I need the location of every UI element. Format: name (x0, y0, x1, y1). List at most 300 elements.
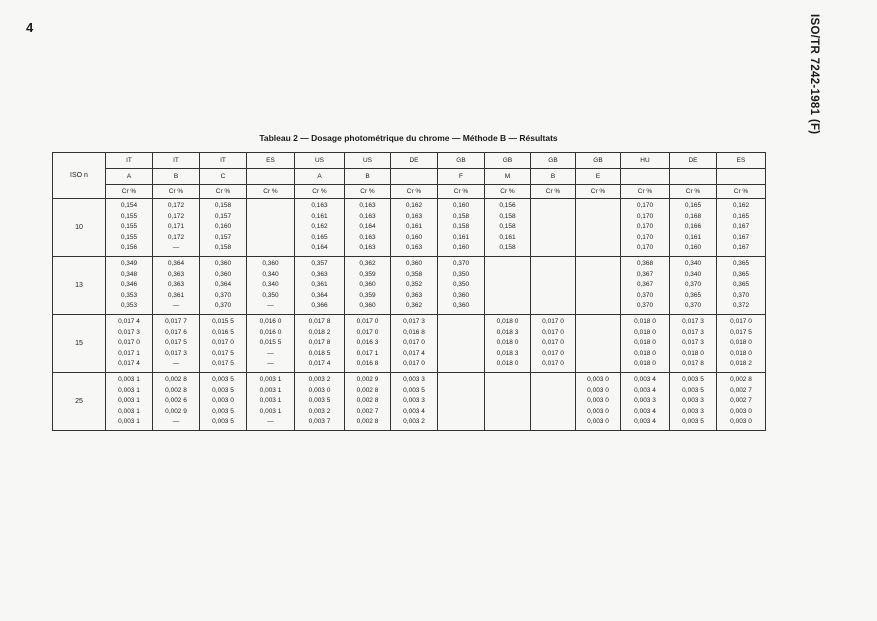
result-cell (438, 256, 485, 314)
result-value: 0,162 (405, 202, 423, 209)
result-value: 0,003 0 (587, 397, 609, 405)
column-lab-header (670, 169, 717, 185)
result-cell (247, 256, 295, 314)
result-value: — (172, 302, 180, 310)
result-value: 0,165 (311, 233, 328, 241)
result-value: 0,370 (214, 291, 232, 299)
result-value: 0,002 8 (165, 375, 187, 383)
result-value: 0,018 3 (496, 328, 519, 336)
result-value: 0,168 (684, 212, 702, 220)
result-cell (106, 199, 153, 257)
result-value: 0,360 (262, 259, 279, 267)
result-value: 0,360 (359, 302, 376, 310)
column-lab-header (621, 169, 670, 185)
result-cell (295, 314, 345, 372)
result-cell (670, 256, 717, 314)
iso-group-row (53, 256, 766, 314)
result-value: 0,018 0 (730, 339, 752, 347)
result-value: 0,003 3 (634, 397, 656, 405)
result-value: 0,018 2 (308, 328, 331, 336)
result-value: 0,360 (452, 291, 470, 299)
result-value: 0,016 0 (259, 317, 282, 325)
result-value: 0,017 5 (165, 339, 187, 347)
result-value: 0,003 1 (118, 418, 140, 426)
column-country-header: IT (153, 153, 200, 169)
result-value: 0,017 0 (403, 339, 425, 347)
result-value: 0,163 (359, 244, 376, 252)
result-value: 0,017 8 (308, 317, 331, 325)
column-lab-header (247, 169, 295, 185)
result-value: 0,155 (120, 233, 138, 241)
result-value: 0,003 1 (259, 407, 282, 415)
result-value: 0,170 (636, 212, 654, 220)
result-value: 0,015 5 (259, 339, 282, 347)
result-value: 0,003 1 (118, 407, 140, 415)
result-value: 0,018 0 (634, 360, 656, 368)
result-cell (345, 256, 391, 314)
column-country-header: DE (391, 153, 438, 169)
result-cell (200, 372, 247, 430)
column-lab-header: B (531, 169, 576, 185)
result-value: 0,361 (167, 291, 185, 299)
result-value: 0,016 8 (403, 328, 425, 336)
result-value: — (172, 418, 180, 426)
result-value: 0,163 (359, 212, 376, 220)
result-value: 0,364 (311, 291, 328, 299)
result-value: 0,163 (405, 244, 423, 252)
result-value: 0,161 (405, 223, 423, 231)
result-value: 0,003 4 (634, 375, 656, 383)
result-value: — (267, 360, 274, 368)
result-cell (717, 199, 766, 257)
result-value: 0,002 8 (356, 397, 379, 405)
result-value: 0,360 (214, 270, 232, 278)
result-value: 0,358 (405, 270, 423, 278)
result-value: 0,361 (311, 281, 328, 289)
result-value: 0,003 2 (308, 407, 331, 415)
result-value: 0,163 (405, 212, 423, 220)
result-cell (106, 256, 153, 314)
result-value: 0,370 (684, 281, 702, 289)
result-value: 0,017 1 (118, 349, 140, 357)
result-value: 0,002 8 (356, 418, 379, 426)
result-value: 0,164 (359, 223, 376, 231)
result-value: 0,370 (732, 291, 750, 299)
result-value: 0,158 (499, 212, 516, 220)
result-value: 0,350 (452, 281, 470, 289)
result-cell (200, 314, 247, 372)
result-value: 0,017 3 (118, 328, 140, 336)
result-value: 0,003 0 (730, 418, 752, 426)
column-country-header: DE (670, 153, 717, 169)
result-cell (247, 199, 295, 257)
result-value: 0,350 (452, 270, 470, 278)
result-value: 0,003 3 (403, 375, 425, 383)
result-value: 0,003 3 (682, 407, 704, 415)
result-value: 0,164 (311, 244, 328, 252)
result-value: 0,017 5 (212, 349, 234, 357)
result-value: 0,003 5 (682, 375, 704, 383)
result-value: 0,003 0 (587, 386, 609, 394)
result-cell (717, 314, 766, 372)
result-value: 0,003 0 (587, 407, 609, 415)
result-value: 0,158 (214, 202, 232, 209)
result-cell (531, 199, 576, 257)
result-cell (247, 372, 295, 430)
column-lab-header (391, 169, 438, 185)
result-cell (576, 314, 621, 372)
result-value: 0,360 (452, 302, 470, 310)
column-country-header: GB (438, 153, 485, 169)
result-value: 0,172 (167, 212, 185, 220)
result-value: 0,163 (359, 233, 376, 241)
result-value: 0,364 (214, 281, 232, 289)
result-cell (531, 256, 576, 314)
result-cell (391, 256, 438, 314)
result-value: 0,003 0 (308, 386, 331, 394)
result-value: — (267, 418, 274, 426)
result-value: 0,352 (405, 281, 423, 289)
result-cell (670, 314, 717, 372)
result-value: 0,165 (732, 212, 750, 220)
result-value: 0,372 (732, 302, 750, 310)
result-value: 0,015 5 (212, 317, 234, 325)
result-value: 0,017 0 (542, 328, 564, 336)
result-value: 0,370 (636, 302, 654, 310)
result-cell (153, 372, 200, 430)
result-value: 0,003 4 (634, 418, 656, 426)
result-value: 0,003 0 (212, 397, 234, 405)
header-country-row (53, 153, 766, 169)
result-cell (621, 199, 670, 257)
result-value: 0,017 0 (542, 317, 564, 325)
result-cell (345, 372, 391, 430)
result-value: 0,003 5 (212, 375, 234, 383)
result-value: 0,017 3 (682, 339, 704, 347)
result-value: 0,162 (311, 223, 328, 231)
result-value: 0,003 5 (212, 386, 234, 394)
column-lab-header: E (576, 169, 621, 185)
result-value: 0,016 0 (259, 328, 282, 336)
result-cell (621, 256, 670, 314)
result-value: 0,017 0 (403, 360, 425, 368)
result-value: 0,162 (732, 202, 750, 209)
column-unit-header: Cr % (295, 185, 345, 199)
result-cell (391, 372, 438, 430)
column-unit-header: Cr % (531, 185, 576, 199)
iso-group-row (53, 314, 766, 372)
result-cell (438, 199, 485, 257)
column-lab-header: F (438, 169, 485, 185)
page-number: 4 (26, 20, 34, 35)
result-cell (345, 314, 391, 372)
result-value: 0,003 5 (308, 397, 331, 405)
result-value: 0,156 (499, 202, 516, 209)
column-country-header: IT (200, 153, 247, 169)
result-value: 0,017 0 (542, 349, 564, 357)
result-value: 0,017 3 (403, 317, 425, 325)
result-value: 0,158 (452, 223, 470, 231)
result-value: 0,370 (214, 302, 232, 310)
result-value: 0,017 0 (212, 339, 234, 347)
result-value: 0,362 (405, 302, 423, 310)
column-unit-header: Cr % (485, 185, 531, 199)
result-cell (295, 372, 345, 430)
iso-number-cell: 15 (53, 314, 106, 372)
result-value: 0,017 4 (118, 317, 140, 325)
result-value: 0,359 (359, 270, 376, 278)
result-value: 0,017 3 (682, 328, 704, 336)
result-value: 0,367 (636, 281, 654, 289)
result-value: 0,363 (405, 291, 423, 299)
document-id: ISO/TR 7242-1981 (F) (808, 14, 820, 135)
result-value: 0,017 8 (308, 339, 331, 347)
result-cell (295, 199, 345, 257)
result-cell (345, 199, 391, 257)
result-value: 0,018 0 (634, 328, 656, 336)
column-lab-header: A (106, 169, 153, 185)
result-value: 0,155 (120, 212, 138, 220)
result-cell (438, 372, 485, 430)
result-value: 0,357 (311, 259, 328, 267)
result-value: 0,018 0 (634, 317, 656, 325)
result-value: 0,363 (311, 270, 328, 278)
result-value: 0,002 9 (356, 375, 379, 383)
result-value: 0,017 8 (682, 360, 704, 368)
column-unit-header: Cr % (621, 185, 670, 199)
result-value: 0,161 (684, 233, 702, 241)
result-value: 0,017 1 (356, 349, 379, 357)
result-cell (485, 256, 531, 314)
column-unit-header: Cr % (345, 185, 391, 199)
column-unit-header: Cr % (717, 185, 766, 199)
result-value: 0,018 3 (496, 349, 519, 357)
result-value: 0,160 (452, 202, 470, 209)
column-unit-header: Cr % (391, 185, 438, 199)
result-value: 0,003 0 (730, 407, 752, 415)
column-unit-header: Cr % (106, 185, 153, 199)
result-cell (531, 372, 576, 430)
result-value: 0,158 (499, 244, 516, 252)
result-value: 0,167 (732, 223, 750, 231)
result-value: 0,002 8 (356, 386, 379, 394)
result-value: 0,370 (636, 291, 654, 299)
column-lab-header: M (485, 169, 531, 185)
result-value: 0,003 5 (212, 407, 234, 415)
result-value: 0,017 0 (356, 317, 379, 325)
result-value: 0,362 (359, 259, 376, 267)
result-value: 0,016 5 (212, 328, 234, 336)
result-value: 0,349 (120, 259, 138, 267)
result-cell (295, 256, 345, 314)
result-value: 0,018 0 (634, 349, 656, 357)
result-cell (717, 256, 766, 314)
column-unit-header: Cr % (200, 185, 247, 199)
result-value: 0,360 (359, 281, 376, 289)
result-cell (621, 372, 670, 430)
column-unit-header: Cr % (576, 185, 621, 199)
result-value: 0,353 (120, 291, 138, 299)
result-value: 0,158 (214, 244, 232, 252)
result-value: 0,158 (452, 212, 470, 220)
result-cell (391, 199, 438, 257)
result-cell (106, 314, 153, 372)
header-lab-row (53, 169, 766, 185)
result-value: 0,003 5 (212, 418, 234, 426)
result-value: 0,003 0 (587, 375, 609, 383)
result-cell (153, 199, 200, 257)
result-value: 0,016 8 (356, 360, 379, 368)
result-cell (670, 199, 717, 257)
iso-group-row (53, 372, 766, 430)
result-value: 0,365 (732, 270, 750, 278)
result-value: 0,156 (120, 244, 138, 252)
header-unit-row (53, 185, 766, 199)
result-value: 0,002 8 (165, 386, 187, 394)
result-value: 0,017 0 (118, 339, 140, 347)
result-value: 0,348 (120, 270, 138, 278)
result-value: 0,017 0 (356, 328, 379, 336)
column-country-header: US (345, 153, 391, 169)
result-value: 0,003 1 (259, 386, 282, 394)
result-value: 0,003 2 (403, 418, 425, 426)
result-value: 0,003 1 (259, 397, 282, 405)
iso-number-cell: 10 (53, 199, 106, 257)
result-value: — (267, 349, 274, 357)
result-value: 0,002 8 (730, 375, 752, 383)
result-value: 0,360 (405, 259, 423, 267)
result-cell (670, 372, 717, 430)
result-value: 0,170 (636, 233, 654, 241)
result-value: 0,018 0 (496, 339, 519, 347)
result-value: 0,167 (732, 244, 750, 252)
result-value: 0,002 9 (165, 407, 187, 415)
column-country-header: GB (485, 153, 531, 169)
result-value: 0,160 (452, 244, 470, 252)
result-value: — (172, 360, 180, 368)
result-value: 0,161 (311, 212, 328, 220)
result-value: 0,359 (359, 291, 376, 299)
result-value: 0,157 (214, 233, 232, 241)
result-cell (717, 372, 766, 430)
column-country-header: ES (247, 153, 295, 169)
result-value: 0,017 4 (403, 349, 425, 357)
result-value: 0,160 (214, 223, 232, 231)
result-value: 0,003 7 (308, 418, 331, 426)
result-value: 0,017 4 (308, 360, 331, 368)
iso-header-cell: ISO n (53, 153, 106, 199)
result-value: 0,170 (636, 223, 654, 231)
result-value: 0,158 (499, 223, 516, 231)
column-country-header: US (295, 153, 345, 169)
result-cell (485, 314, 531, 372)
result-value: 0,163 (359, 202, 376, 209)
result-value: 0,172 (167, 202, 185, 209)
result-value: 0,155 (120, 223, 138, 231)
result-value: 0,367 (636, 270, 654, 278)
result-value: 0,363 (167, 281, 185, 289)
result-cell (576, 256, 621, 314)
result-cell (438, 314, 485, 372)
result-value: 0,003 2 (308, 375, 331, 383)
results-table (52, 152, 766, 431)
result-value: 0,003 5 (682, 418, 704, 426)
result-value: 0,163 (311, 202, 328, 209)
result-value: 0,353 (120, 302, 138, 310)
result-value: 0,365 (684, 291, 702, 299)
result-value: 0,017 6 (165, 328, 187, 336)
result-value: 0,002 7 (356, 407, 379, 415)
column-unit-header: Cr % (670, 185, 717, 199)
column-lab-header: B (345, 169, 391, 185)
result-value: 0,003 4 (403, 407, 425, 415)
result-value: 0,171 (167, 223, 185, 231)
result-value: 0,157 (214, 212, 232, 220)
result-value: 0,003 1 (118, 386, 140, 394)
result-value: 0,003 1 (259, 375, 282, 383)
result-value: 0,170 (636, 244, 654, 252)
result-value: 0,003 1 (118, 375, 140, 383)
result-value: 0,003 3 (403, 397, 425, 405)
result-value: 0,364 (167, 259, 185, 267)
iso-group-row (53, 199, 766, 257)
result-value: 0,003 4 (634, 386, 656, 394)
result-value: 0,340 (684, 270, 702, 278)
column-unit-header: Cr % (438, 185, 485, 199)
column-lab-header (717, 169, 766, 185)
column-country-header: ES (717, 153, 766, 169)
result-value: 0,018 0 (682, 349, 704, 357)
result-value: 0,003 0 (587, 418, 609, 426)
result-value: 0,003 5 (403, 386, 425, 394)
result-value: 0,346 (120, 281, 138, 289)
result-value: 0,363 (167, 270, 185, 278)
column-country-header: HU (621, 153, 670, 169)
result-value: — (267, 302, 274, 310)
result-cell (391, 314, 438, 372)
result-value: 0,161 (499, 233, 516, 241)
result-value: 0,154 (120, 202, 138, 209)
result-cell (576, 199, 621, 257)
result-value: 0,160 (405, 233, 423, 241)
result-cell (485, 199, 531, 257)
result-value: 0,002 7 (730, 386, 752, 394)
result-value: 0,370 (452, 259, 470, 267)
result-value: 0,002 7 (730, 397, 752, 405)
result-value: 0,365 (732, 281, 750, 289)
table-title: Tableau 2 — Dosage photométrique du chrome — Méthode B — Résultats (259, 133, 558, 143)
result-value: 0,350 (262, 291, 279, 299)
result-value: 0,002 6 (165, 397, 187, 405)
result-cell (247, 314, 295, 372)
result-cell (576, 372, 621, 430)
result-value: 0,017 3 (682, 317, 704, 325)
result-value: 0,018 0 (634, 339, 656, 347)
result-cell (485, 372, 531, 430)
result-value: 0,018 0 (730, 349, 752, 357)
result-value: 0,340 (262, 270, 279, 278)
result-value: 0,003 3 (682, 397, 704, 405)
result-value: 0,017 0 (542, 360, 564, 368)
result-value: 0,340 (684, 259, 702, 267)
result-cell (200, 199, 247, 257)
result-cell (153, 314, 200, 372)
result-value: 0,017 5 (212, 360, 234, 368)
result-value: 0,160 (684, 244, 702, 252)
result-cell (153, 256, 200, 314)
result-value: 0,366 (311, 302, 328, 310)
result-value: 0,016 3 (356, 339, 379, 347)
